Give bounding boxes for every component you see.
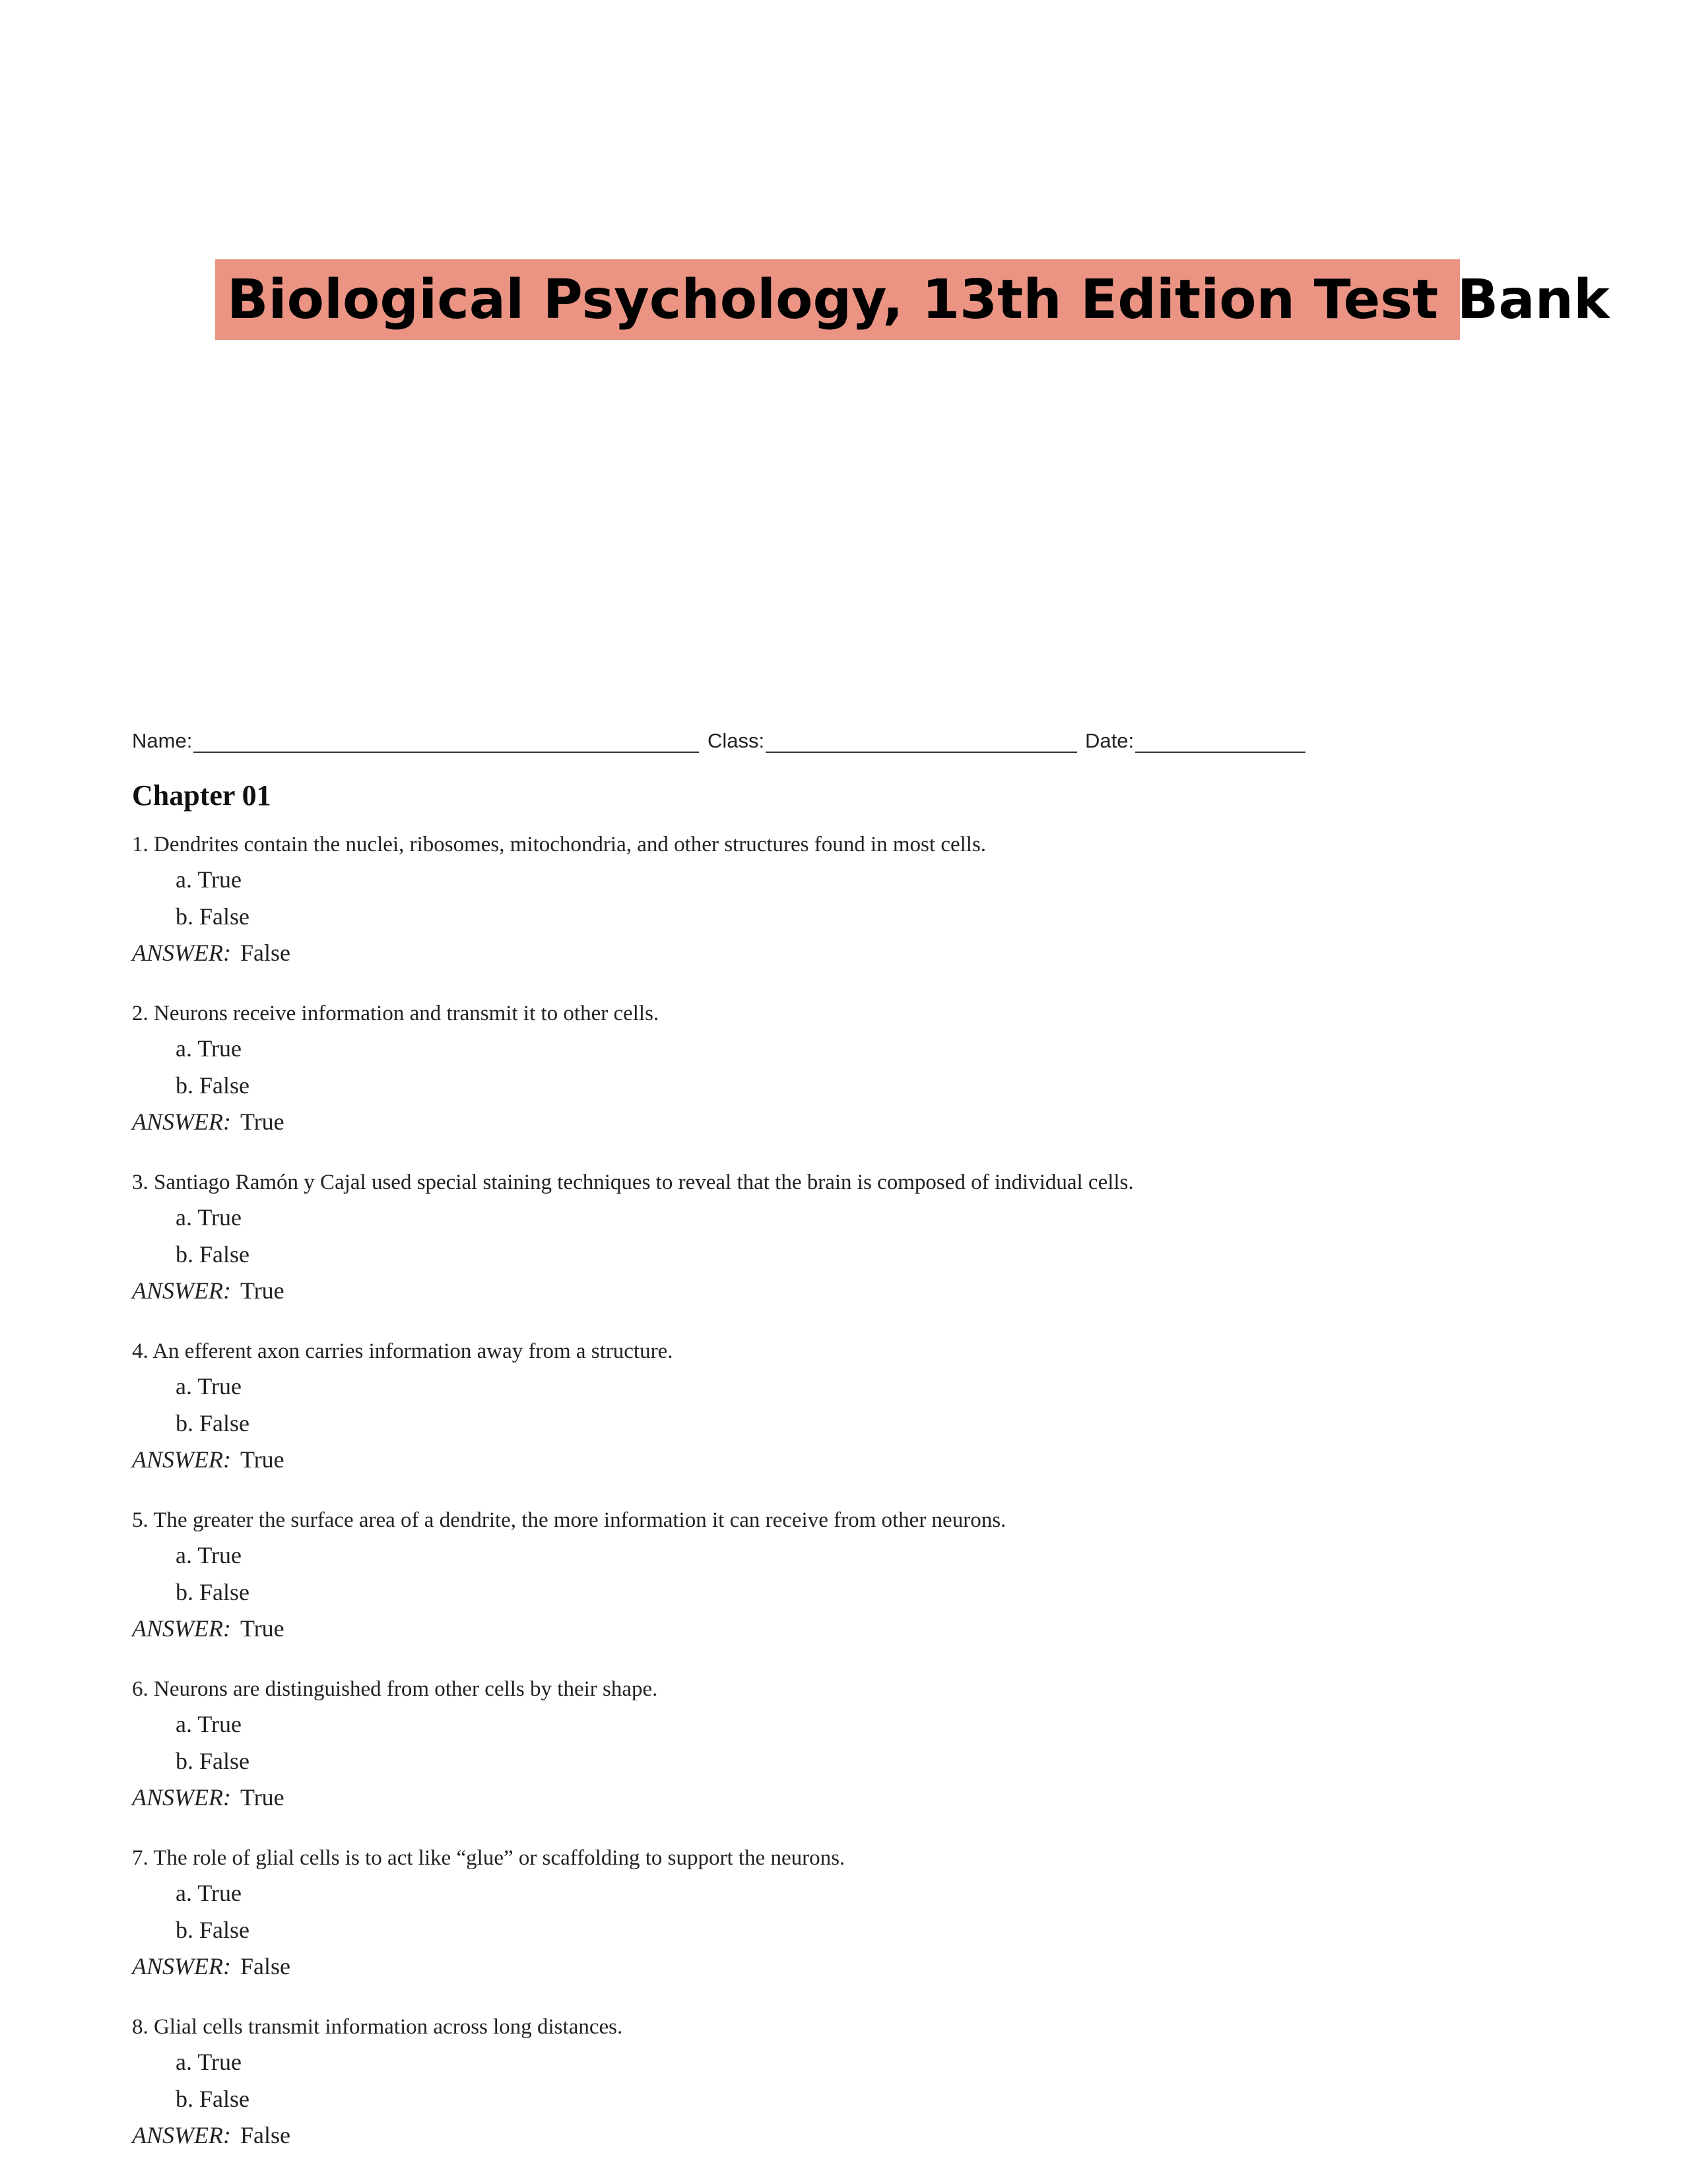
question-item bbox=[132, 833, 1551, 1002]
name-blank-line bbox=[193, 729, 699, 753]
option-b: b. False bbox=[176, 1917, 249, 1943]
answer-label: ANSWER: bbox=[132, 1108, 231, 1135]
answer-label: ANSWER: bbox=[132, 1784, 231, 1811]
question-text: 7. The role of glial cells is to act like “glue” or scaffolding to support the neurons. bbox=[132, 1846, 845, 1870]
answer-label: ANSWER: bbox=[132, 940, 231, 966]
answer-line bbox=[132, 1446, 284, 1473]
answer-line bbox=[132, 939, 290, 967]
title-banner bbox=[215, 259, 1610, 340]
question-item bbox=[132, 1846, 1551, 2015]
answer-line bbox=[132, 1277, 284, 1304]
answer-line bbox=[132, 1615, 284, 1642]
answer-line bbox=[132, 2121, 290, 2149]
answer-value: False bbox=[240, 2122, 290, 2148]
class-blank-line bbox=[766, 729, 1077, 753]
option-a: a. True bbox=[176, 1711, 242, 1737]
question-item bbox=[132, 2015, 1551, 2184]
option-a: a. True bbox=[176, 1373, 242, 1399]
answer-value: True bbox=[240, 1446, 284, 1473]
option-a: a. True bbox=[176, 2049, 242, 2075]
answer-line bbox=[132, 1952, 290, 1980]
answer-label: ANSWER: bbox=[132, 1615, 231, 1642]
question-item bbox=[132, 1339, 1551, 1508]
answer-label: ANSWER: bbox=[132, 2122, 231, 2148]
question-text: 1. Dendrites contain the nuclei, ribosomes, mitochondria, and other structures found in most cells. bbox=[132, 833, 987, 856]
question-item bbox=[132, 1171, 1551, 1339]
student-info-header bbox=[132, 729, 1320, 762]
name-label: Name: bbox=[132, 729, 193, 752]
date-field bbox=[1085, 729, 1305, 753]
question-text: 2. Neurons receive information and transmit it to other cells. bbox=[132, 1002, 659, 1025]
answer-label: ANSWER: bbox=[132, 1277, 231, 1304]
question-text: 8. Glial cells transmit information across long distances. bbox=[132, 2015, 623, 2039]
option-b: b. False bbox=[176, 1072, 249, 1099]
answer-value: False bbox=[240, 1953, 290, 1979]
option-b: b. False bbox=[176, 1579, 249, 1605]
answer-value: False bbox=[240, 940, 290, 966]
answer-label: ANSWER: bbox=[132, 1953, 231, 1979]
option-a: a. True bbox=[176, 1880, 242, 1906]
answer-line bbox=[132, 1783, 284, 1811]
question-text: 6. Neurons are distinguished from other cells by their shape. bbox=[132, 1677, 658, 1701]
answer-value: True bbox=[240, 1277, 284, 1304]
name-field bbox=[132, 729, 699, 753]
question-text: 4. An efferent axon carries information away from a structure. bbox=[132, 1339, 673, 1363]
option-b: b. False bbox=[176, 903, 249, 930]
class-label: Class: bbox=[708, 729, 765, 752]
option-a: a. True bbox=[176, 1035, 242, 1062]
option-a: a. True bbox=[176, 866, 242, 893]
option-a: a. True bbox=[176, 1204, 242, 1231]
question-item bbox=[132, 1002, 1551, 1171]
question-list bbox=[132, 833, 1551, 2184]
document-title: Biological Psychology, 13th Edition Test Bank bbox=[227, 268, 1610, 331]
answer-value: True bbox=[240, 1108, 284, 1135]
option-b: b. False bbox=[176, 1410, 249, 1436]
option-b: b. False bbox=[176, 1241, 249, 1268]
answer-value: True bbox=[240, 1615, 284, 1642]
answer-line bbox=[132, 1108, 284, 1136]
answer-value: True bbox=[240, 1784, 284, 1811]
question-item bbox=[132, 1508, 1551, 1677]
date-blank-line bbox=[1135, 729, 1305, 753]
option-b: b. False bbox=[176, 1748, 249, 1774]
question-text: 5. The greater the surface area of a dendrite, the more information it can receive from other neurons. bbox=[132, 1508, 1006, 1532]
date-label: Date: bbox=[1085, 729, 1135, 752]
question-item bbox=[132, 1677, 1551, 1846]
question-text: 3. Santiago Ramón y Cajal used special staining techniques to reveal that the brain is composed of individual cells. bbox=[132, 1171, 1134, 1194]
option-a: a. True bbox=[176, 1542, 242, 1568]
class-field bbox=[708, 729, 1077, 753]
option-b: b. False bbox=[176, 2086, 249, 2112]
answer-label: ANSWER: bbox=[132, 1446, 231, 1473]
chapter-heading: Chapter 01 bbox=[132, 779, 271, 812]
